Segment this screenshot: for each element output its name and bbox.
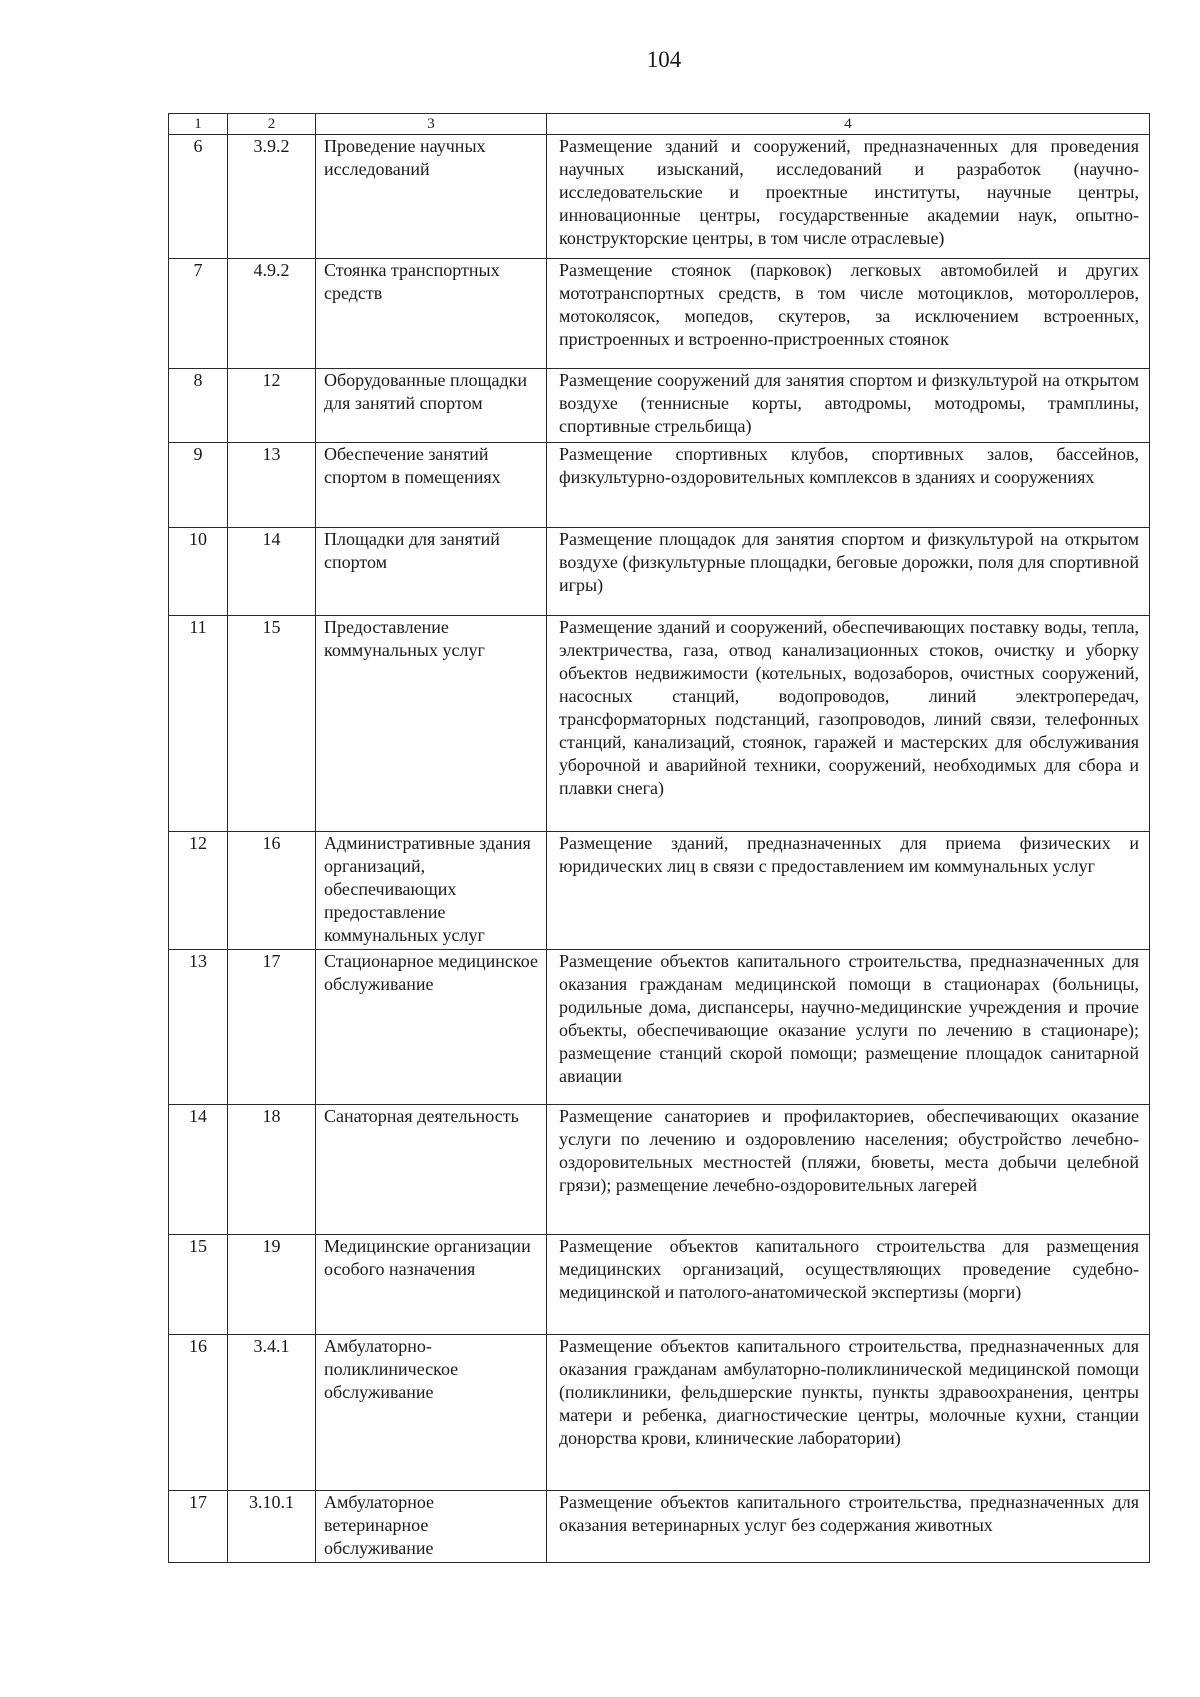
use-code: 4.9.2: [228, 259, 316, 369]
table-row: [169, 1235, 1150, 1335]
use-description: Размещение площадок для занятия спортом и физкультурой на открытом воздухе (физкультурные площадки, беговые дорожки, поля для спортивной игры): [547, 528, 1150, 616]
use-description: Размещение объектов капитального строительства, предназначенных для оказания ветеринарных услуг без содержания животных: [547, 1491, 1150, 1563]
row-number: 15: [169, 1235, 228, 1335]
use-code: 13: [228, 443, 316, 528]
use-description: Размещение сооружений для занятия спортом и физкультурой на открытом воздухе (теннисные корты, автодромы, мотодромы, трамплины, спортивные стрельбища): [547, 369, 1150, 443]
table-row: [169, 528, 1150, 616]
use-name: Административные здания организаций, обеспечивающих предоставление коммунальных услуг: [316, 832, 547, 950]
use-name: Проведение научных исследований: [316, 135, 547, 259]
use-name: Амбулаторно-поликлиническое обслуживание: [316, 1335, 547, 1491]
use-code: 16: [228, 832, 316, 950]
row-number: 9: [169, 443, 228, 528]
row-number: 10: [169, 528, 228, 616]
table-row: [169, 259, 1150, 369]
use-description: Размещение зданий и сооружений, предназначенных для проведения научных изысканий, исследований и разработок (научно-исследовательские и проектные институты, научные центры, инновационные центры, государственные академии наук, опытно-конструкторские центры, в том числе отраслевые): [547, 135, 1150, 259]
use-description: Размещение стоянок (парковок) легковых автомобилей и других мототранспортных средств, в том числе мотоциклов, мотороллеров, мотоколясок, мопедов, скутеров, за исключением встроенных, пристроенных и встроенно-пристроенных стоянок: [547, 259, 1150, 369]
use-code: 3.4.1: [228, 1335, 316, 1491]
table-row: [169, 950, 1150, 1105]
table-row: [169, 369, 1150, 443]
use-description: Размещение зданий и сооружений, обеспечивающих поставку воды, тепла, электричества, газа, отвод канализационных стоков, очистку и уборку объектов недвижимости (котельных, водозаборов, очистных сооружений, насосных станций, водопроводов, линий электропередач, трансформаторных подстанций, газопроводов, линий связи, телефонных станций, канализаций, стоянок, гаражей и мастерских для обслуживания уборочной и аварийной техники, сооружений, необходимых для сбора и плавки снега): [547, 616, 1150, 832]
column-number-2: 2: [228, 114, 316, 135]
use-code: 3.9.2: [228, 135, 316, 259]
column-number-3: 3: [316, 114, 547, 135]
row-number: 6: [169, 135, 228, 259]
column-number-4: 4: [547, 114, 1150, 135]
table-row: [169, 1335, 1150, 1491]
table-row: [169, 1491, 1150, 1563]
use-code: 18: [228, 1105, 316, 1235]
table-row: [169, 135, 1150, 259]
use-code: 19: [228, 1235, 316, 1335]
use-code: 12: [228, 369, 316, 443]
table-row: [169, 616, 1150, 832]
column-number-1: 1: [169, 114, 228, 135]
row-number: 8: [169, 369, 228, 443]
use-name: Оборудованные площадки для занятий спортом: [316, 369, 547, 443]
use-name: Амбулаторное ветеринарное обслуживание: [316, 1491, 547, 1563]
land-use-table: [168, 113, 1150, 1563]
use-description: Размещение объектов капитального строительства, предназначенных для оказания гражданам медицинской помощи в стационарах (больницы, родильные дома, диспансеры, научно-медицинские учреждения и прочие объекты, обеспечивающие оказание услуги по лечению в стационаре); размещение станций скорой помощи; размещение площадок санитарной авиации: [547, 950, 1150, 1105]
use-description: Размещение зданий, предназначенных для приема физических и юридических лиц в связи с предоставлением им коммунальных услуг: [547, 832, 1150, 950]
row-number: 11: [169, 616, 228, 832]
table-header-row: [169, 114, 1150, 135]
row-number: 16: [169, 1335, 228, 1491]
row-number: 13: [169, 950, 228, 1105]
use-description: Размещение спортивных клубов, спортивных залов, бассейнов, физкультурно-оздоровительных комплексов в зданиях и сооружениях: [547, 443, 1150, 528]
use-name: Обеспечение занятий спортом в помещениях: [316, 443, 547, 528]
page-number: 104: [646, 47, 682, 72]
use-name: Стоянка транспортных средств: [316, 259, 547, 369]
row-number: 12: [169, 832, 228, 950]
use-name: Стационарное медицинское обслуживание: [316, 950, 547, 1105]
use-description: Размещение санаториев и профилакториев, обеспечивающих оказание услуги по лечению и оздоровлению населения; обустройство лечебно-оздоровительных местностей (пляжи, бюветы, места добычи целебной грязи); размещение лечебно-оздоровительных лагерей: [547, 1105, 1150, 1235]
use-code: 17: [228, 950, 316, 1105]
table-row: [169, 443, 1150, 528]
use-code: 15: [228, 616, 316, 832]
use-name: Площадки для занятий спортом: [316, 528, 547, 616]
row-number: 14: [169, 1105, 228, 1235]
row-number: 17: [169, 1491, 228, 1563]
use-name: Медицинские организации особого назначения: [316, 1235, 547, 1335]
use-code: 3.10.1: [228, 1491, 316, 1563]
table-row: [169, 832, 1150, 950]
use-name: Санаторная деятельность: [316, 1105, 547, 1235]
use-name: Предоставление коммунальных услуг: [316, 616, 547, 832]
use-code: 14: [228, 528, 316, 616]
use-description: Размещение объектов капитального строительства для размещения медицинских организаций, осуществляющих проведение судебно-медицинской и патолого-анатомической экспертизы (морги): [547, 1235, 1150, 1335]
table-row: [169, 1105, 1150, 1235]
row-number: 7: [169, 259, 228, 369]
use-description: Размещение объектов капитального строительства, предназначенных для оказания гражданам амбулаторно-поликлинической медицинской помощи (поликлиники, фельдшерские пункты, пункты здравоохранения, центры матери и ребенка, диагностические центры, молочные кухни, станции донорства крови, клинические лаборатории): [547, 1335, 1150, 1491]
